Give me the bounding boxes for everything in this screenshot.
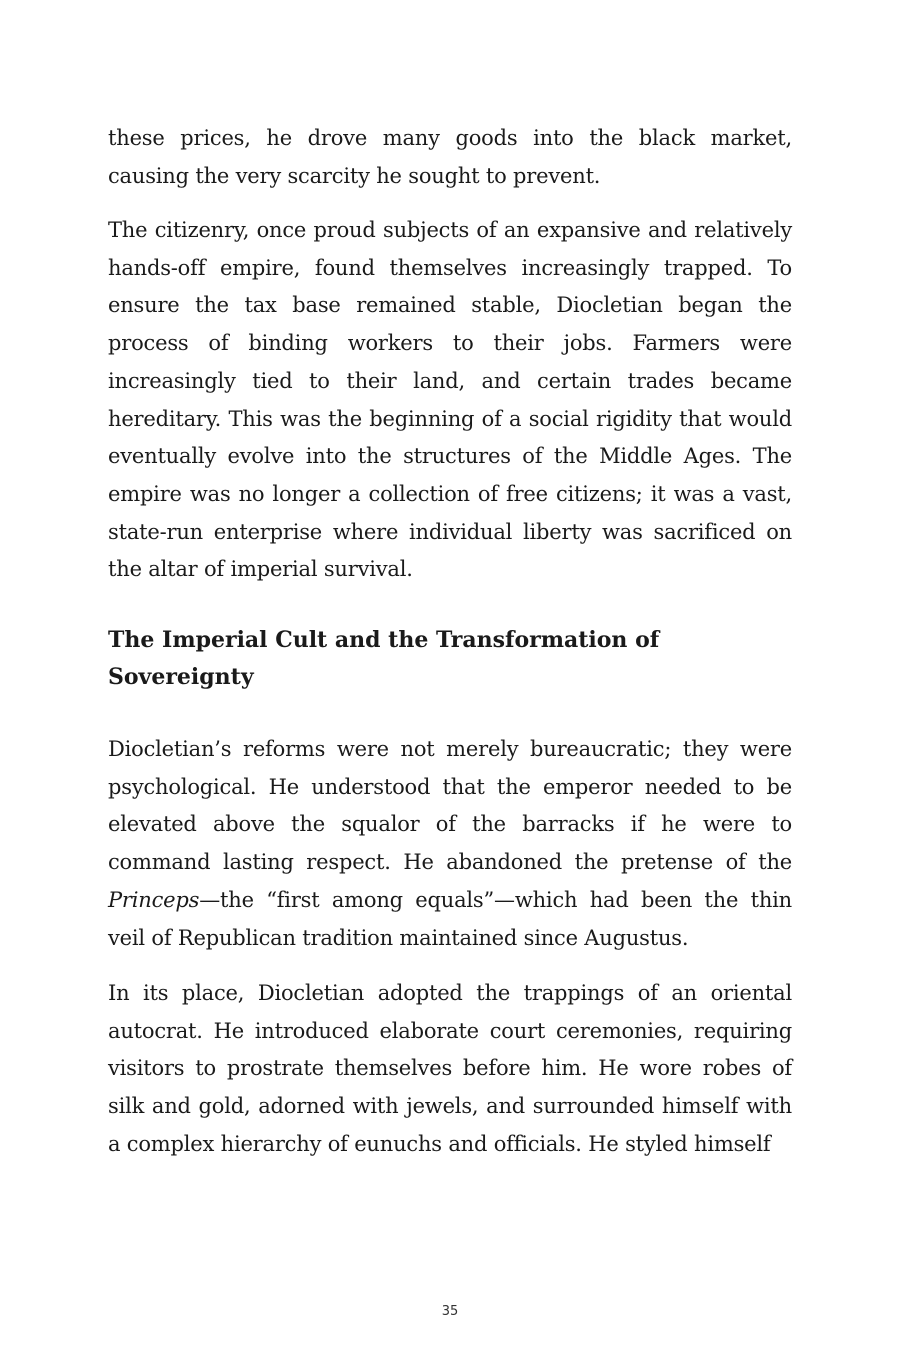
paragraph-reforms-text-b: —the “first among equals”—which had been the thin veil of Republican tradition maintained since Augustus. [108,887,792,950]
paragraph-citizenry: The citizenry, once proud subjects of an expansive and relatively hands-off empire, found themselves increasingly trapped. To ensure the tax base remained stable, Diocletian began the process of binding workers to their jobs. Farmers were increasingly tied to their land, and certain trades became hereditary. This was the beginning of a social rigidity that would eventually evolve into the structures of the Middle Ages. The empire was no longer a collection of free citizens; it was a vast, state-run enterprise where individual liberty was sacrificed on the altar of imperial survival. [108,218,792,582]
princeps-term: Princeps [108,887,200,912]
paragraph-reforms [108,731,792,957]
paragraph-autocrat: In its place, Diocletian adopted the trappings of an oriental autocrat. He introduced elaborate court ceremonies, requiring visitors to prostrate themselves before him. He wore robes of silk and gold, adorned with jewels, and surrounded himself with a complex hierarchy of eunuchs and officials. He styled himself [108,981,792,1156]
paragraph-reforms-text-a: Diocletian’s reforms were not merely bureaucratic; they were psychological. He understood that the emperor needed to be elevated above the squalor of the barracks if he were to command lasting respect. He abandoned the pretense of the [108,737,792,875]
section-heading: The Imperial Cult and the Transformation of Sovereignty [108,627,660,690]
paragraph-black-market: these prices, he drove many goods into the black market, causing the very scarcity he sought to prevent. [108,126,792,188]
page-number: 35 [441,1304,459,1319]
